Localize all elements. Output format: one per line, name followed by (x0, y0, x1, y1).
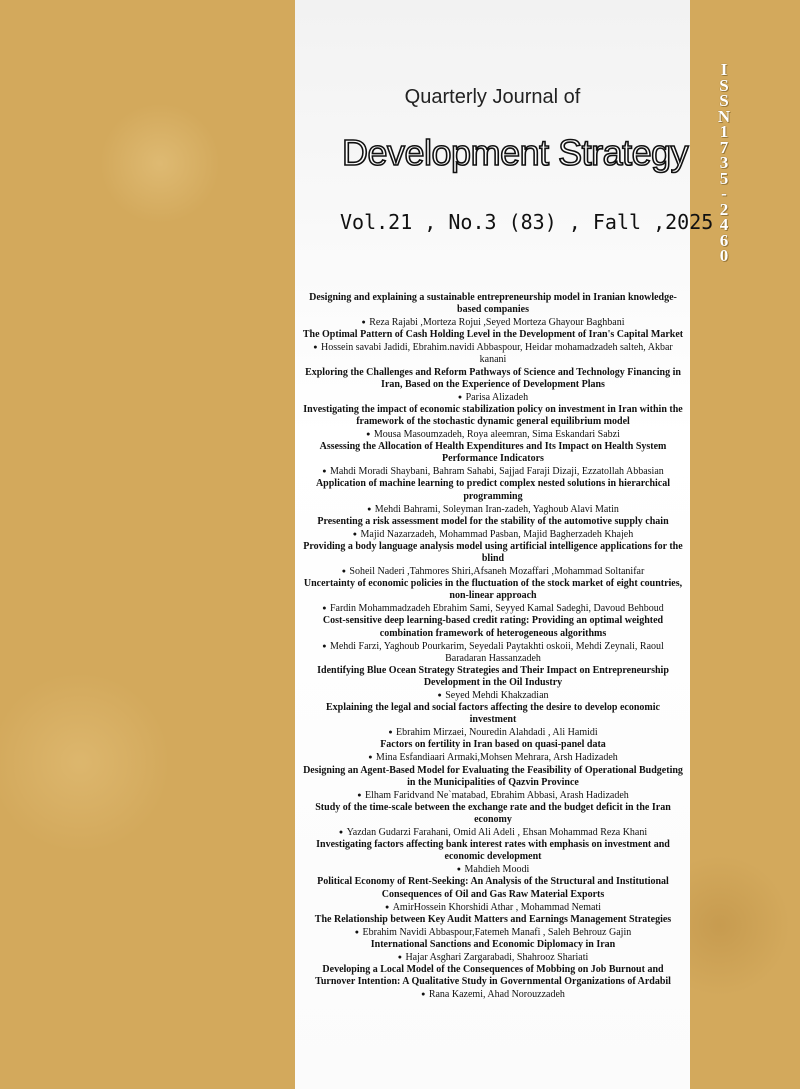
article-title: Designing and explaining a sustainable entrepreneurship model in Iranian knowledge-based companies (309, 292, 677, 316)
article-title: Investigating the impact of economic stabilization policy on investment in Iran within the framework of the stochastic dynamic general equilibrium model (303, 403, 683, 427)
article-authors: ● Mahdieh Moodi (302, 863, 684, 876)
issn-char: - (721, 184, 727, 203)
article-title: The Optimal Pattern of Cash Holding Level in the Development of Iran's Capital Market (302, 329, 684, 341)
article-title: Cost-sensitive deep learning-based credit rating: Providing an optimal weighted combination framework of heterogeneous algorithms (322, 615, 664, 639)
article-authors: ● Soheil Naderi ,Tahmores Shiri,Afsaneh Mozaffari ,Mohammad Soltanifar (302, 565, 684, 578)
article-title: Political Economy of Rent-Seeking: An Analysis of the Structural and Institutional Consequences of Oil and Gas Raw Material Exports (317, 876, 669, 900)
article-authors: ● Yazdan Gudarzi Farahani, Omid Ali Adeli , Ehsan Mohammad Reza Khani (302, 826, 684, 839)
article-authors: ● Reza Rajabi ,Morteza Rojui ,Seyed Morteza Ghayour Baghbani (302, 316, 684, 329)
issn-char: 3 (719, 153, 729, 172)
issn-char: S (719, 91, 729, 110)
issn-char: 6 (719, 230, 729, 250)
issn-char: I (720, 60, 728, 79)
journal-prefix: Quarterly Journal of (404, 86, 581, 108)
article-authors: ● Fardin Mohammadzadeh Ebrahim Sami, Seyyed Kamal Sadeghi, Davoud Behboud (302, 602, 684, 615)
article-authors: ● Ebrahim Mirzaei, Nouredin Alahdadi , Ali Hamidi (302, 726, 684, 739)
article-title: Factors on fertility in Iran based on quasi-panel data (380, 739, 606, 751)
article-title: Presenting a risk assessment model for the stability of the automotive supply chain (317, 515, 669, 527)
article-title: Assessing the Allocation of Health Expenditures and Its Impact on Health System Performance Indicators (319, 441, 667, 465)
article-title: Developing a Local Model of the Consequences of Mobbing on Job Burnout and Turnover Intention: A Qualitative Study in Governmental Organizations of Ardabil (315, 964, 671, 988)
volume-line: Vol.21 , No.3 (83) , Fall ,2025 (340, 210, 714, 234)
article-title: Designing an Agent-Based Model for Evaluating the Feasibility of Operational Budgeting in the Municipalities of Qazvin Province (303, 764, 683, 788)
issn-char: 2 (719, 199, 729, 219)
issn-char: N (717, 106, 731, 126)
article-title: Identifying Blue Ocean Strategy Strategies and Their Impact on Entrepreneurship Development in the Oil Industry (317, 664, 669, 688)
issn-char: 4 (719, 215, 729, 234)
article-authors: ● Majid Nazarzadeh, Mohammad Pasban, Majid Bagherzadeh Khajeh (302, 528, 684, 541)
article-authors: ● Mousa Masoumzadeh, Roya aleemran, Sima Eskandari Sabzi (302, 428, 684, 441)
article-title: Study of the time-scale between the exchange rate and the budget deficit in the Iran economy (315, 801, 671, 825)
issn-char: 7 (719, 137, 729, 157)
article-title: International Sanctions and Economic Diplomacy in Iran (370, 938, 616, 950)
article-title: Uncertainty of economic policies in the fluctuation of the stock market of eight countries, non-linear approach (303, 578, 683, 602)
issn-char: 0 (719, 246, 729, 265)
table-of-contents (302, 292, 684, 1001)
issn-char: S (719, 75, 729, 95)
article-title: The Relationship between Key Audit Matters and Earnings Management Strategies (314, 913, 672, 925)
article-authors: ● Parisa Alizadeh (302, 391, 684, 404)
article-title: Providing a body language analysis model using artificial intelligence applications for the blind (303, 540, 683, 564)
article-authors: ● Rana Kazemi, Ahad Norouzzadeh (302, 988, 684, 1001)
article-authors: ● Hajar Asghari Zargarabadi, Shahrooz Shariati (302, 951, 684, 964)
issn-vertical (712, 62, 736, 264)
article-authors: ● Mehdi Bahrami, Soleyman Iran-zadeh, Yaghoub Alavi Matin (302, 503, 684, 516)
article-authors: ● Seyed Mehdi Khakzadian (302, 689, 684, 702)
journal-title: Development Strategy (342, 132, 689, 173)
article-authors: ● Ebrahim Navidi Abbaspour,Fatemeh Manafi , Saleh Behrouz Gajin (302, 926, 684, 939)
article-authors: ● Mina Esfandiaari Armaki,Mohsen Mehrara, Arsh Hadizadeh (302, 751, 684, 764)
issn-char: 5 (719, 168, 729, 188)
article-authors: ● Elham Faridvand Ne`matabad, Ebrahim Abbasi, Arash Hadizadeh (302, 789, 684, 802)
article-title: Explaining the legal and social factors affecting the desire to develop economic investment (326, 702, 660, 726)
article-authors: ● Mahdi Moradi Shaybani, Bahram Sahabi, Sajjad Faraji Dizaji, Ezzatollah Abbasian (302, 465, 684, 478)
article-authors: ● AmirHossein Khorshidi Athar , Mohammad Nemati (302, 901, 684, 914)
article-title: Application of machine learning to predict complex nested solutions in hierarchical programming (315, 478, 671, 502)
article-authors: ● Mehdi Farzi, Yaghoub Pourkarim, Seyedali Paytakhti oskoii, Mehdi Zeynali, Raoul Baradaran Hassanzadeh (302, 640, 684, 665)
article-title: Exploring the Challenges and Reform Pathways of Science and Technology Financing in Iran, Based on the Experience of Development Plans (305, 366, 681, 390)
issn-char: 1 (719, 122, 729, 141)
article-title: Investigating factors affecting bank interest rates with emphasis on investment and economic development (316, 839, 670, 863)
article-authors: ● Hossein savabi Jadidi, Ebrahim.navidi Abbaspour, Heidar mohamadzadeh salteh, Akbar kanani (302, 341, 684, 366)
